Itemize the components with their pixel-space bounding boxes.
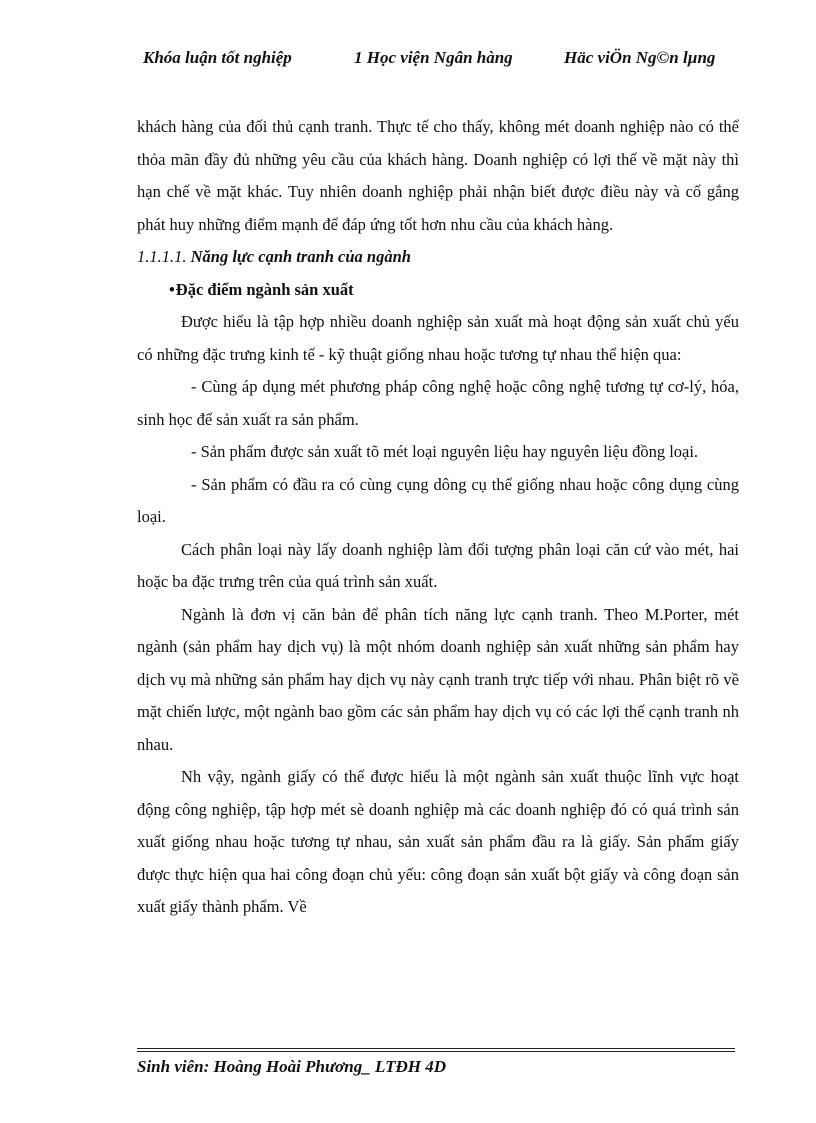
footer-rule-bottom bbox=[137, 1051, 735, 1052]
paragraph-intro: khách hàng của đối thủ cạnh tranh. Thực tế cho thấy, không mét doanh nghiệp nào có thể thỏa mãn đầy đủ những yêu cầu của khách hàng. Doanh nghiệp có lợi thế về mặt này thì hạn chế về mặt khác. Tuy nhiên doanh nghiệp phải nhận biết được điều này và cố gắng phát huy những điểm mạnh để đáp ứng tốt hơn nhu cầu của khách hàng. bbox=[137, 117, 739, 234]
dash-item-2: - Sản phẩm được sản xuất tõ mét loại nguyên liệu hay nguyên liệu đồng loại. bbox=[191, 442, 699, 461]
paragraph-porter: Ngành là đơn vị căn bản để phân tích năng lực cạnh tranh. Theo M.Porter, mét ngành (sản phẩm hay dịch vụ) là một nhóm doanh nghiệp sản xuất những sản phẩm hay dịch vụ mà những sản phẩm hay dịch vụ này cạnh tranh trực tiếp với nhau. Phân biệt rõ về mặt chiến lược, một ngành bao gồm các sản phẩm hay dịch vụ có các lợi thế cạnh tranh nh nhau. bbox=[137, 604, 739, 754]
dash-item-1: - Cùng áp dụng mét phương pháp công nghệ hoặc công nghệ tương tự cơ-lý, hóa, sinh học để sản xuất ra sản phẩm. bbox=[137, 377, 739, 429]
page-header bbox=[137, 48, 735, 72]
paragraph-classification: Cách phân loại này lấy doanh nghiệp làm đối tượng phân loại căn cứ vào mét, hai hoặc ba đặc trưng trên của quá trình sản xuất. bbox=[137, 539, 739, 591]
bullet-heading bbox=[137, 274, 739, 307]
paragraph-definition: Được hiểu là tập hợp nhiều doanh nghiệp sản xuất mà hoạt động sản xuất chủ yếu có những đặc trưng kinh tế - kỹ thuật giống nhau hoặc tương tự nhau thể hiện qua: bbox=[137, 312, 739, 364]
section-number: 1.1.1.1. bbox=[137, 247, 187, 266]
footer-rule-top bbox=[137, 1048, 735, 1049]
section-heading bbox=[137, 241, 739, 274]
header-left-text: Khóa luận tốt nghiệp bbox=[143, 48, 292, 67]
section-title: Năng lực cạnh tranh của ngành bbox=[190, 247, 411, 266]
bullet-icon: • bbox=[169, 279, 175, 299]
header-right-text: Häc viÖn Ng©n lµng bbox=[564, 48, 716, 67]
dash-item-3: - Sản phẩm có đầu ra có cùng cụng dông cụ thể giống nhau hoặc công dụng cùng loại. bbox=[137, 474, 739, 526]
page-footer: Sinh viên: Hoàng Hoài Phương_ LTĐH 4D bbox=[137, 1057, 446, 1076]
bullet-title: Đặc điểm ngành sản xuất bbox=[175, 279, 354, 299]
paragraph-paper-industry: Nh vậy, ngành giấy có thể được hiểu là một ngành sản xuất thuộc lĩnh vực hoạt động công nghiệp, tập hợp mét sè doanh nghiệp mà các doanh nghiệp đó có quá trình sản xuất giống nhau hoặc tương tự nhau, sản xuất sản phẩm đầu ra là giấy. Sản phẩm giấy được thực hiện qua hai công đoạn chủ yếu: công đoạn sản xuất bột giấy và công đoạn sản xuất giấy thành phẩm. Về bbox=[137, 767, 739, 916]
header-center-text: 1 Học viện Ngân hàng bbox=[354, 48, 513, 67]
document-body bbox=[137, 111, 739, 924]
